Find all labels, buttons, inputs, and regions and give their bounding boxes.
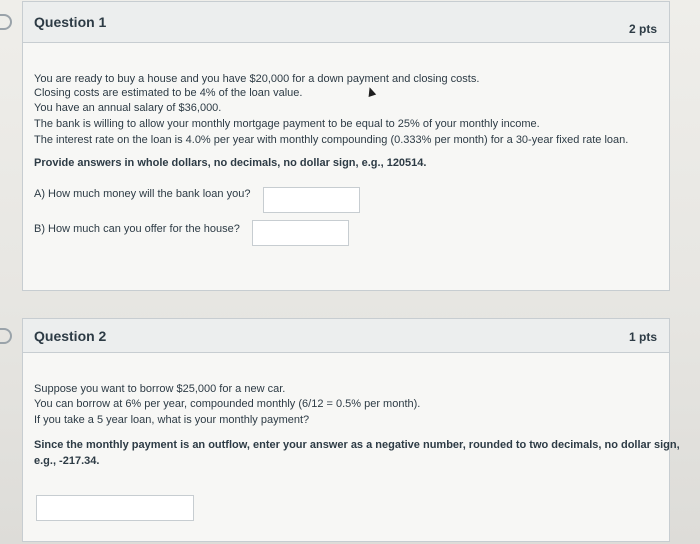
question-1-text-line: The bank is willing to allow your monthly mortgage payment to be equal to 25% of your monthly income. [34,118,540,130]
question-2-points: 1 pts [628,330,657,344]
question-2-instruction: Since the monthly payment is an outflow, enter your answer as a negative number, rounded to two decimals, no dollar sign, [34,439,680,451]
question-2-header [23,319,669,353]
question-1-part-a-answer-input[interactable] [263,187,360,213]
question-2-instruction-example: e.g., -217.34. [34,455,100,467]
question-1-text-line: Closing costs are estimated to be 4% of the loan value. [34,87,303,99]
question-2-text-line: You can borrow at 6% per year, compounded monthly (6/12 = 0.5% per month). [34,398,421,410]
question-1-text-line: You have an annual salary of $36,000. [34,102,222,114]
question-2-text-line: Suppose you want to borrow $25,000 for a new car. [34,383,286,395]
question-1-title: Question 1 [34,14,107,30]
question-1-part-b-label: B) How much can you offer for the house? [34,223,240,235]
question-1-instruction: Provide answers in whole dollars, no decimals, no dollar sign, e.g., 120514. [34,157,427,169]
question-2-answer-input[interactable] [36,495,194,521]
question-2-title: Question 2 [34,328,107,344]
question-1-text-line: The interest rate on the loan is 4.0% per year with monthly compounding (0.333% per month) for a 30-year fixed rate loan. [34,134,629,146]
question-2-text-line: If you take a 5 year loan, what is your monthly payment? [34,414,310,426]
question-1-header [23,2,669,43]
question-1-text-line: You are ready to buy a house and you have $20,000 for a down payment and closing costs. [34,73,480,85]
question-1-part-a-label: A) How much money will the bank loan you? [34,188,251,200]
question-1-points: 2 pts [628,22,657,36]
question-1 [22,1,670,291]
question-2 [22,318,680,542]
question-1-part-b-answer-input[interactable] [252,220,349,246]
